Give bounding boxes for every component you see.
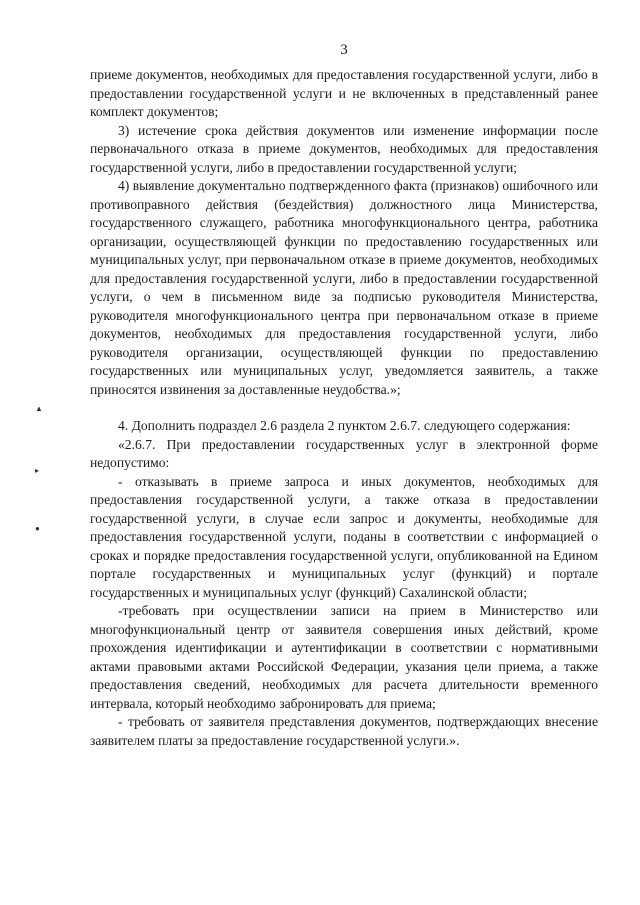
paragraph: 3) истечение срока действия документов или изменение информации после первоначального отказа в приеме документов, необходимых для предоставления государственной услуги, либо в предоставлении государственной услуги; xyxy=(90,122,598,175)
document-body xyxy=(90,66,598,750)
margin-mark: ● xyxy=(35,524,40,533)
paragraph: 4. Дополнить подраздел 2.6 раздела 2 пунктом 2.6.7. следующего содержания: xyxy=(118,418,571,433)
paragraph: - отказывать в приеме запроса и иных документов, необходимых для предоставления государственной услуги, а также отказа в предоставлении государственной услуги, в случае если запрос и документы, необходимые для предоставления государственной услуги, поданы в соответствии с информацией о сроках и порядке предоставления государственной услуги, опубликованной на Едином портале государственных и муниципальных услуг (функций) и портале государственных и муниципальных услуг (функций) Сахалинской области; xyxy=(90,473,598,600)
paragraph: - требовать от заявителя представления документов, подтверждающих внесение заявителем платы за предоставление государственной услуги.». xyxy=(90,714,598,748)
paragraph: -требовать при осуществлении записи на прием в Министерство или многофункциональный центр от заявителя совершения иных действий, кроме прохождения идентификации и аутентификации в соответствии с нормативными актами правовыми актами Российской Федерации, указания цели приема, а также предоставления сведений, необходимых для расчета длительности временного интервала, который необходимо забронировать для приема; xyxy=(90,603,598,711)
margin-mark: ▸ xyxy=(35,466,40,475)
paragraph: «2.6.7. При предоставлении государственных услуг в электронной форме недопустимо: xyxy=(90,436,598,470)
page-number: 3 xyxy=(340,42,348,58)
paragraph: приеме документов, необходимых для предоставления государственной услуги, либо в предоставлении государственной услуги и не включенных в представленный ранее комплект документов; xyxy=(90,67,598,119)
margin-mark: ▲ xyxy=(35,404,43,413)
paragraph: 4) выявление документально подтвержденного факта (признаков) ошибочного или противоправного действия (бездействия) должностного лица Министерства, государственного служащего, работника многофункционального центра, работника организации, осуществляющей функции по предоставлению государственных или муниципальных услуг, при первоначальном отказе в приеме документов, необходимых для предоставления государственной услуги, либо в предоставлении государственной услуги, о чем в письменном виде за подписью руководителя Министерства, руководителя многофункционального центра при первоначальном отказе в приеме документов, необходимых для предоставления государственной услуги, либо руководителя организации, осуществляющей функции по предоставлению государственных или муниципальных услуг, уведомляется заявитель, а также приносятся извинения за доставленные неудобства.»; xyxy=(90,178,598,397)
